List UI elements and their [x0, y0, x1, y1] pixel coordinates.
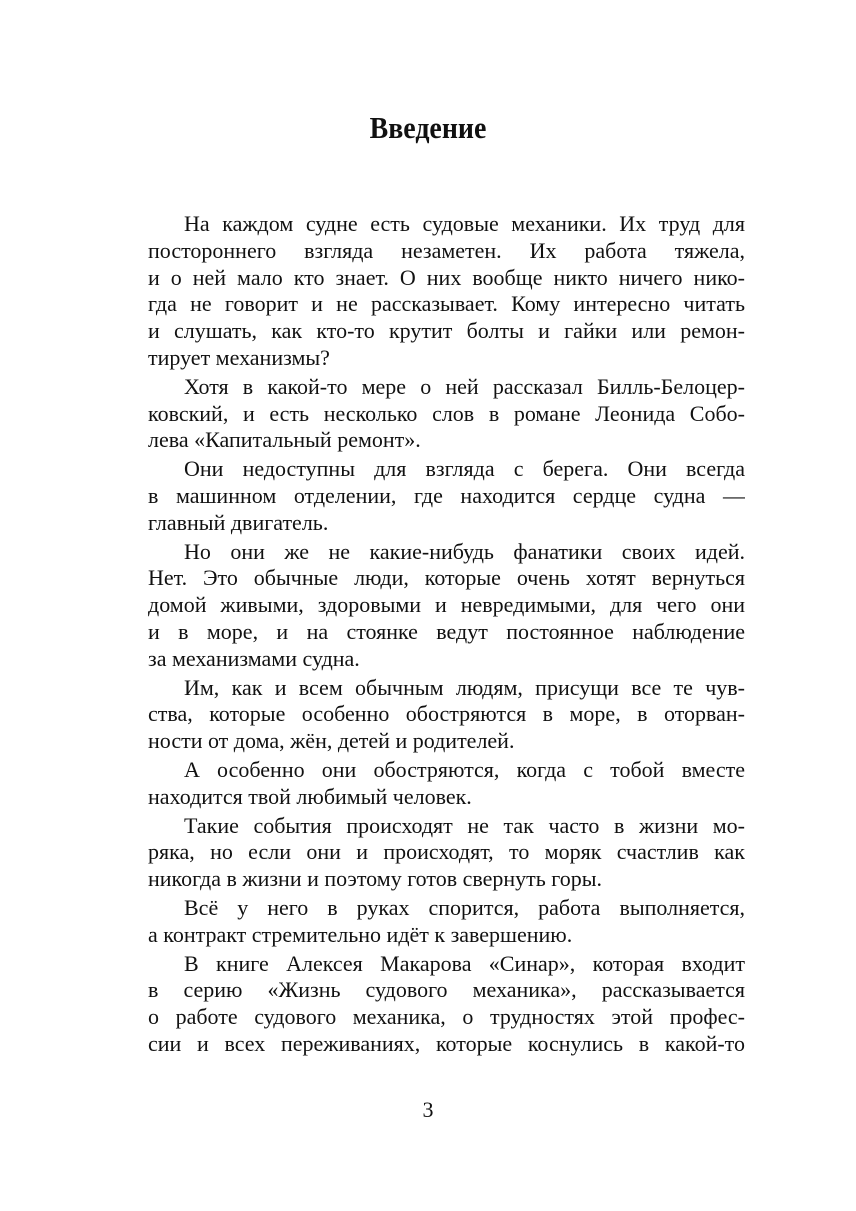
text-line: в машинном отделении, где находится сердце судна —: [148, 482, 745, 508]
text-line: лева «Капитальный ремонт».: [148, 427, 421, 453]
text-line: Нет. Это обычные люди, которые очень хотят вернуться: [148, 565, 745, 591]
paragraph: [148, 539, 745, 673]
text-line: а контракт стремительно идёт к завершению.: [148, 921, 573, 947]
text-line: Всё у него в руках спорится, работа выполняется,: [184, 894, 745, 920]
text-line: ства, которые особенно обостряются в море, в оторван-: [148, 701, 745, 727]
text-line: Такие события происходят не так часто в жизни мо-: [184, 812, 745, 838]
text-line: Хотя в какой-то мере о ней рассказал Билль-Белоцер-: [184, 373, 745, 399]
text-line: главный двигатель.: [148, 509, 329, 535]
text-line: никогда в жизни и поэтому готов свернуть горы.: [148, 866, 603, 892]
paragraph: [148, 456, 745, 536]
paragraph: [148, 813, 745, 893]
paragraph: [148, 895, 745, 949]
text-line: ковский, и есть несколько слов в романе Леонида Собо-: [148, 400, 745, 426]
text-line: о работе судового механика, о трудностях этой профес-: [148, 1004, 745, 1030]
text-line: Но они же не какие-нибудь фанатики своих идей.: [184, 538, 745, 564]
text-line: тирует механизмы?: [148, 344, 330, 370]
text-line: в серию «Жизнь судового механика», рассказывается: [148, 977, 745, 1003]
paragraph: [148, 951, 745, 1058]
chapter-body: [148, 211, 745, 1060]
text-line: и слушать, как кто-то крутит болты и гайки или ремон-: [148, 318, 745, 344]
text-line: А особенно они обостряются, когда с тобой вместе: [184, 756, 745, 782]
text-line: В книге Алексея Макарова «Синар», которая входит: [184, 950, 745, 976]
text-line: ряка, но если они и происходят, то моряк счастлив как: [148, 839, 745, 865]
text-line: ности от дома, жён, детей и родителей.: [148, 728, 515, 754]
page-number: 3: [422, 1097, 434, 1122]
paragraph: [148, 211, 745, 372]
text-line: Они недоступны для взгляда с берега. Они всегда: [184, 456, 745, 482]
paragraph: [148, 374, 745, 454]
paragraph: [148, 757, 745, 811]
chapter-title: Введение: [369, 110, 487, 145]
text-line: и в море, и на стоянке ведут постоянное наблюдение: [148, 618, 745, 644]
text-line: гда не говорит и не рассказывает. Кому интересно читать: [148, 291, 745, 317]
paragraph: [148, 675, 745, 755]
text-line: постороннего взгляда незаметен. Их работа тяжела,: [148, 237, 745, 263]
text-line: за механизмами судна.: [148, 645, 360, 671]
text-line: Им, как и всем обычным людям, присущи все те чув-: [184, 674, 745, 700]
text-line: находится твой любимый человек.: [148, 783, 472, 809]
text-line: сии и всех переживаниях, которые коснулись в какой-то: [148, 1030, 745, 1056]
text-line: На каждом судне есть судовые механики. Их труд для: [184, 211, 745, 236]
text-line: домой живыми, здоровыми и невредимыми, для чего они: [148, 592, 745, 618]
text-line: и о ней мало кто знает. О них вообще никто ничего нико-: [148, 264, 745, 290]
